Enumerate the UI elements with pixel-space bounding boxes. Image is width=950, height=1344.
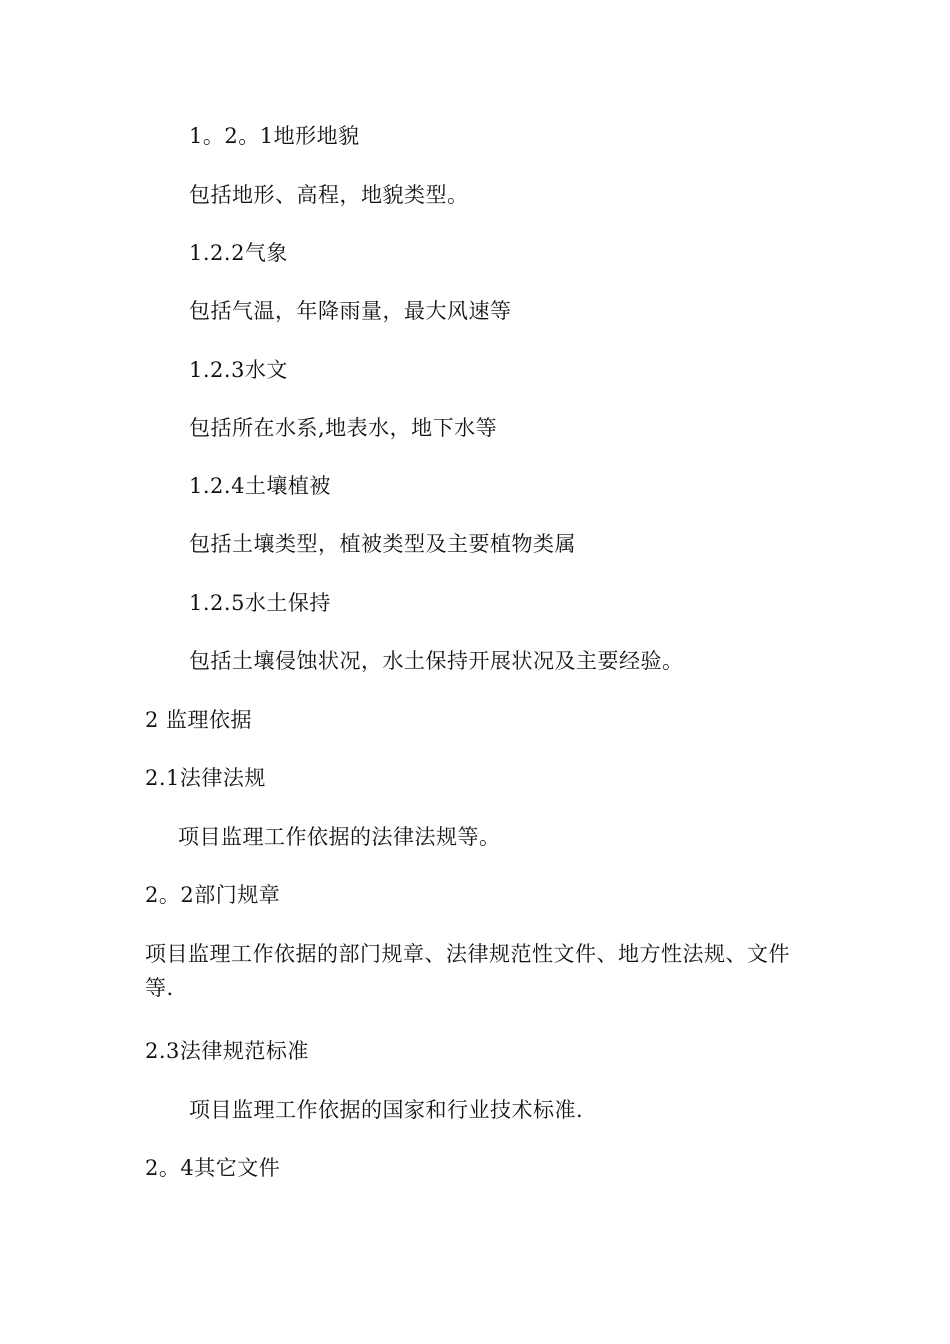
paragraph-weather: 包括气温，年降雨量，最大风速等 [189, 299, 512, 323]
heading-1-2-3: 1.2.3水文 [189, 358, 288, 382]
heading-1-2-4: 1.2.4土壤植被 [189, 474, 331, 498]
heading-2-2: 2。2部门规章 [145, 883, 281, 907]
heading-2-1: 2.1法律法规 [145, 766, 266, 790]
paragraph-hydrology: 包括所在水系,地表水，地下水等 [189, 416, 498, 440]
heading-1-2-2: 1.2.2气象 [189, 241, 288, 265]
paragraph-laws: 项目监理工作依据的法律法规等。 [178, 825, 501, 849]
heading-1-2-5: 1.2.5水土保持 [189, 591, 331, 615]
paragraph-soil-conservation: 包括土壤侵蚀状况，水土保持开展状况及主要经验。 [189, 649, 684, 673]
heading-2: 2 监理依据 [145, 708, 253, 732]
paragraph-terrain: 包括地形、高程，地貌类型。 [189, 183, 469, 207]
paragraph-department-rules: 项目监理工作依据的部门规章、法律规范性文件、地方性法规、文件等. [145, 942, 790, 1000]
heading-2-3: 2.3法律规范标准 [145, 1039, 309, 1063]
paragraph-standards: 项目监理工作依据的国家和行业技术标准. [189, 1098, 584, 1122]
paragraph-soil-vegetation: 包括土壤类型，植被类型及主要植物类属 [189, 532, 576, 556]
heading-1-2-1: 1。2。1地形地貌 [189, 124, 360, 148]
heading-2-4: 2。4其它文件 [145, 1156, 281, 1180]
